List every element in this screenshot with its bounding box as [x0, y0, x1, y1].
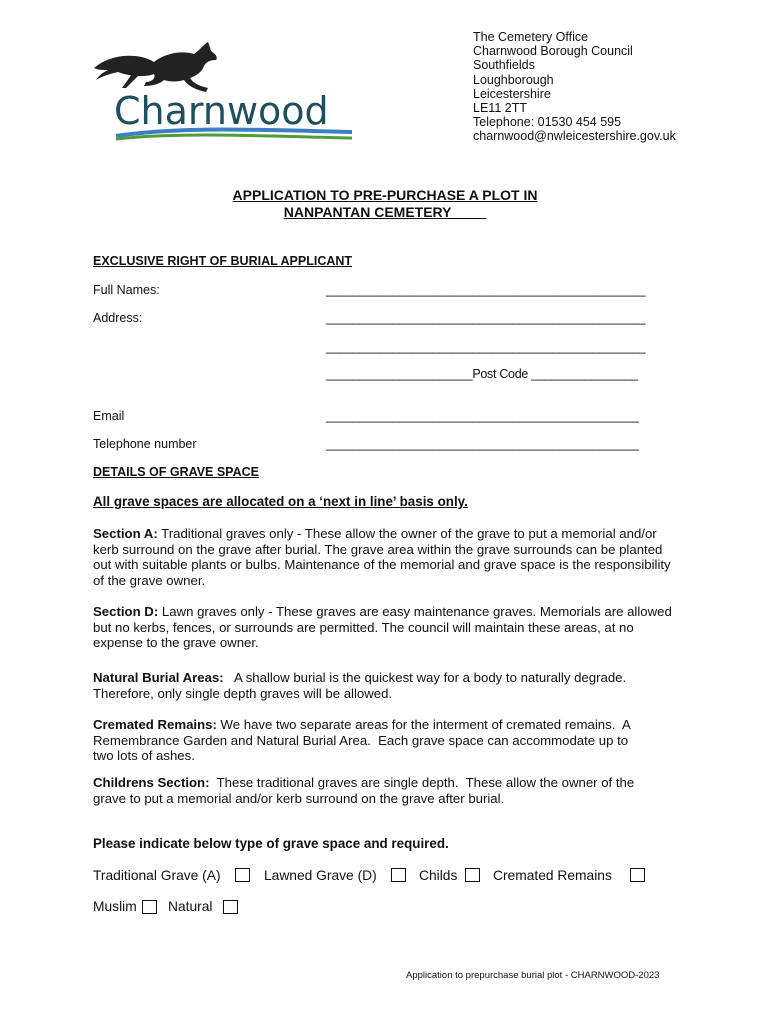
address-field-1[interactable]: ________________________________________________	[326, 311, 646, 325]
natural-burial-paragraph	[93, 670, 633, 701]
childrens-section-paragraph	[93, 775, 638, 806]
grave-heading: DETAILS OF GRAVE SPACE	[93, 465, 259, 479]
option-muslim-checkbox[interactable]	[142, 900, 157, 914]
cremated-remains-text: We have two separate areas for the interment of cremated remains. A Remembrance Garden and Natural Burial Area. Each grave space can accommodate up to two lots of ashes.	[93, 717, 634, 764]
section-a-paragraph	[93, 526, 683, 588]
full-names-label: Full Names:	[93, 283, 160, 297]
allocation-note: All grave spaces are allocated on a ‘next in line’ basis only.	[93, 494, 468, 509]
option-childs-checkbox[interactable]	[465, 868, 480, 882]
childrens-section-text: These traditional graves are single depth. These allow the owner of the grave to put a memorial and/or kerb surround on the grave after burial.	[93, 775, 638, 806]
address-line: Telephone: 01530 454 595	[473, 115, 622, 130]
option-lawned-checkbox[interactable]	[391, 868, 406, 882]
email-field[interactable]: _______________________________________________	[326, 409, 639, 423]
page-footer: Application to prepurchase burial plot - CHARNWOOD-2023	[406, 970, 660, 981]
address-field-2[interactable]: ________________________________________________	[326, 340, 646, 354]
option-natural-checkbox[interactable]	[223, 900, 238, 914]
section-d-paragraph	[93, 604, 683, 651]
telephone-label: Telephone number	[93, 437, 197, 451]
section-d-title: Section D:	[93, 604, 159, 619]
cremated-remains-paragraph	[93, 717, 638, 764]
natural-burial-text: A shallow burial is the quickest way for a body to naturally degrade. Therefore, only single depth graves will be allowed.	[93, 670, 630, 701]
section-a-text: Traditional graves only - These allow the owner of the grave to put a memorial and/or kerb surround on the grave after burial. The grave area within the grave surrounds can be planted out with suitable plants or bulbs. Maintenance of the memorial and grave space is the responsibility of the grave owner.	[93, 526, 671, 588]
email-label: Email	[93, 409, 125, 423]
selection-prompt: Please indicate below type of grave space and required.	[93, 836, 449, 851]
applicant-heading: EXCLUSIVE RIGHT OF BURIAL APPLICANT	[93, 254, 353, 268]
option-cremated-checkbox[interactable]	[630, 868, 645, 882]
address-line: charnwood@nwleicestershire.gov.uk	[473, 129, 676, 144]
option-traditional-label: Traditional Grave (A)	[93, 868, 221, 883]
logo-wordmark: Charnwood	[114, 89, 329, 133]
option-childs-label: Childs	[419, 868, 458, 883]
option-traditional-checkbox[interactable]	[235, 868, 250, 882]
fox-icon	[94, 42, 217, 92]
office-address	[473, 30, 676, 144]
option-muslim-label: Muslim	[93, 899, 137, 914]
option-lawned-label: Lawned Grave (D)	[264, 868, 377, 883]
address-line: The Cemetery Office	[473, 30, 589, 44]
logo-wave-green	[116, 135, 352, 139]
telephone-field[interactable]: _______________________________________________	[326, 437, 639, 451]
option-cremated-label: Cremated Remains	[493, 868, 612, 883]
natural-burial-title: Natural Burial Areas:	[93, 670, 224, 685]
address-line: LE11 2TT	[473, 101, 527, 116]
section-a-title: Section A:	[93, 526, 158, 541]
section-d-text: Lawn graves only - These graves are easy maintenance graves. Memorials are allowed but no kerbs, fences, or surrounds are permitted. The council will maintain these areas, at no expense to the grave owner.	[93, 604, 672, 651]
full-names-field[interactable]: ________________________________________________	[326, 283, 646, 297]
address-postcode-field[interactable]: ______________________Post Code ________________	[326, 367, 638, 381]
title-line-2: NANPANTAN CEMETERY	[283, 203, 487, 220]
cremated-remains-title: Cremated Remains:	[93, 717, 217, 732]
address-line: Leicestershire	[473, 86, 551, 101]
charnwood-logo	[92, 40, 357, 144]
childrens-section-title: Childrens Section:	[93, 775, 210, 790]
address-line: Loughborough	[473, 72, 554, 87]
address-label: Address:	[93, 311, 143, 325]
address-line: Southfields	[473, 58, 535, 73]
page-title	[0, 187, 770, 220]
title-line-1: APPLICATION TO PRE-PURCHASE A PLOT IN	[232, 187, 538, 203]
address-line: Charnwood Borough Council	[473, 44, 633, 59]
option-natural-label: Natural	[168, 899, 213, 914]
